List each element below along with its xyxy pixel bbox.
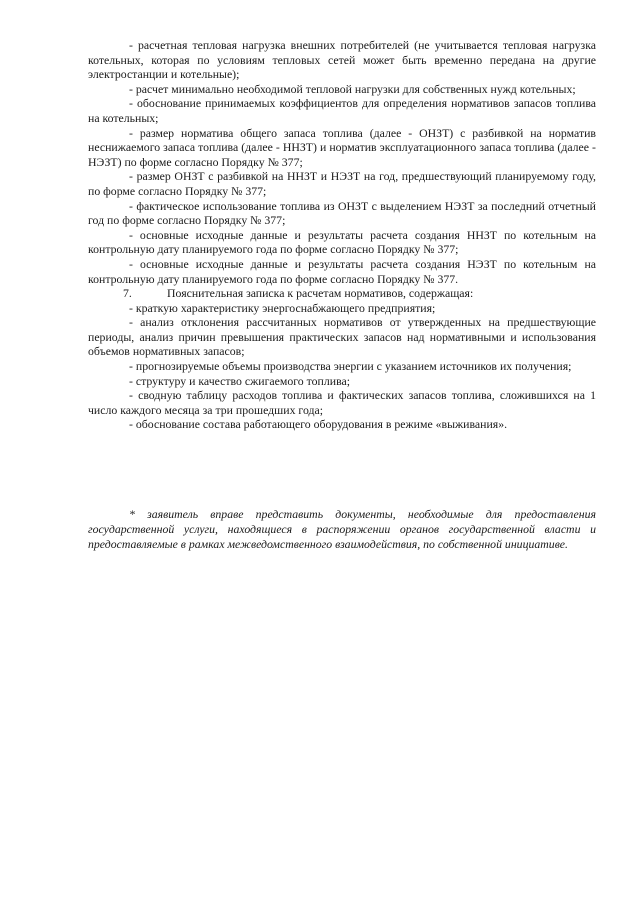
list-item-forecast-volumes: - прогнозируемые объемы производства энергии с указанием источников их получения; xyxy=(129,359,572,374)
list-item-summary-table: - сводную таблицу расходов топлива и фактических запасов топлива, сложившихся на 1 число каждого месяца за три прошедших года; xyxy=(88,388,596,417)
item-7-number: 7. xyxy=(123,286,132,301)
paragraph-min-heat-load: - расчет минимально необходимой тепловой нагрузки для собственных нужд котельных; xyxy=(129,81,576,96)
paragraph-heat-load-external: - расчетная тепловая нагрузка внешних потребителей (не учитывается тепловая нагрузка котельных, которая по условиям тепловых сетей может быть временно передана на другие электростанции и котельные); xyxy=(88,38,596,82)
paragraph-onzt-size: - размер норматива общего запаса топлива (далее - ОНЗТ) с разбивкой на норматив неснижаемого запаса топлива (далее - ННЗТ) и норматив эксплуатационного запаса топлива (далее - НЭЗТ) по форме согласно Порядку № 377; xyxy=(88,125,596,169)
list-item-survival-mode: - обоснование состава работающего оборудования в режиме «выживания». xyxy=(129,417,508,432)
footnote-text: * заявитель вправе представить документы, необходимые для предоставления государственной услуги, находящиеся в распоряжении органов государственной власти и предоставляемые в рамках межведомственного взаимодействия, по собственной инициативе. xyxy=(88,507,596,551)
list-item-characteristics: - краткую характеристику энергоснабжающего предприятия; xyxy=(129,300,436,315)
footnote xyxy=(88,507,596,552)
list-item-fuel-structure: - структуру и качество сжигаемого топлива; xyxy=(129,373,350,388)
item-7-heading xyxy=(88,286,596,301)
paragraph-nezt-calculation: - основные исходные данные и результаты расчета создания НЭЗТ по котельным на контрольную дату планируемого года по форме согласно Порядку № 377. xyxy=(88,256,596,286)
paragraph-coefficients: - обоснование принимаемых коэффициентов для определения нормативов запасов топлива на котельных; xyxy=(88,96,596,125)
list-item-deviation-analysis: - анализ отклонения рассчитанных нормативов от утвержденных на предшествующие периоды, анализ причин превышения практических запасов над нормативными и использования объемов нормативных запасов; xyxy=(88,315,596,359)
document-body xyxy=(88,38,596,432)
paragraph-onzt-previous-year: - размер ОНЗТ с разбивкой на ННЗТ и НЭЗТ на год, предшествующий планируемому году, по форме согласно Порядку № 377; xyxy=(88,169,596,198)
paragraph-actual-fuel-use: - фактическое использование топлива из ОНЗТ с выделением НЭЗТ за последний отчетный год по форме согласно Порядку № 377; xyxy=(88,198,596,228)
paragraph-nnzt-calculation: - основные исходные данные и результаты расчета создания ННЗТ по котельным на контрольную дату планируемого года по форме согласно Порядку № 377; xyxy=(88,227,596,257)
item-7-text: Пояснительная записка к расчетам нормативов, содержащая: xyxy=(167,286,474,301)
